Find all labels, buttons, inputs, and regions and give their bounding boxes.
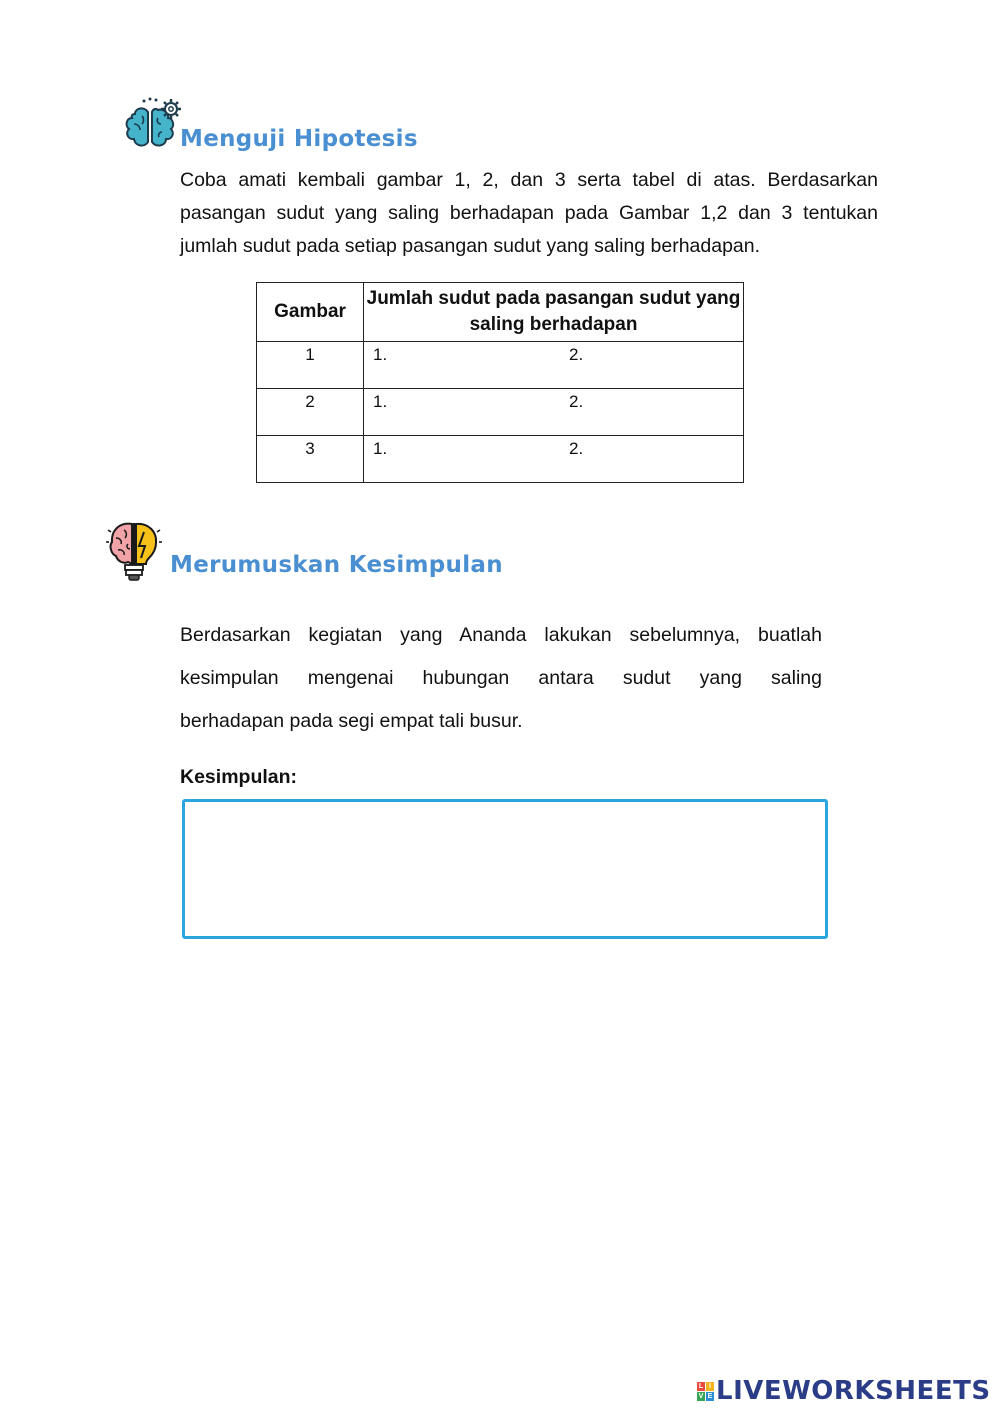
logo-blocks-icon	[697, 1382, 714, 1401]
answer-2-label: 2.	[569, 439, 584, 458]
kesimpulan-line-3: berhadapan pada segi empat tali busur.	[180, 710, 523, 732]
kesimpulan-line-2: kesimpulan mengenai hubungan antara sudut yang saling	[180, 667, 822, 689]
answer-1-label: 1.	[373, 345, 388, 364]
answer-2-label: 2.	[569, 392, 584, 411]
table-row	[257, 342, 744, 389]
answer-table	[256, 282, 744, 483]
kesimpulan-label: Kesimpulan:	[180, 766, 298, 788]
kesimpulan-answer-box[interactable]	[182, 799, 828, 939]
hipotesis-line-1: Coba amati kembali gambar 1, 2, dan 3 serta tabel di atas. Berdasarkan	[180, 169, 878, 191]
kesimpulan-line-1: Berdasarkan kegiatan yang Ananda lakukan sebelumnya, buatlah	[180, 624, 822, 646]
table-header-row	[257, 283, 744, 342]
hipotesis-line-2: pasangan sudut yang saling berhadapan pada Gambar 1,2 dan 3 tentukan	[180, 202, 878, 224]
header-jumlah-sudut: Jumlah sudut pada pasangan sudut yang saling berhadapan	[364, 283, 744, 342]
hipotesis-line-3: jumlah sudut pada setiap pasangan sudut yang saling berhadapan.	[180, 235, 761, 257]
header-gambar: Gambar	[257, 283, 364, 342]
logo-block-i: I	[706, 1382, 714, 1391]
logo-block-v: V	[698, 1392, 704, 1400]
table-row	[257, 436, 744, 483]
kesimpulan-title: Merumuskan Kesimpulan	[170, 552, 503, 578]
logo-block-e: E	[707, 1392, 713, 1400]
logo-text: LIVEWORKSHEETS	[716, 1376, 991, 1406]
gambar-number: 1	[257, 342, 364, 389]
gambar-number: 3	[257, 436, 364, 483]
gambar-number: 2	[257, 389, 364, 436]
hipotesis-heading	[122, 96, 418, 154]
logo-block-l: L	[698, 1382, 704, 1390]
brain-gear-icon	[122, 96, 184, 154]
brain-lightbulb-icon	[106, 518, 162, 584]
kesimpulan-paragraph	[180, 614, 822, 743]
hipotesis-paragraph	[180, 164, 878, 263]
table-row	[257, 389, 744, 436]
answer-1-label: 1.	[373, 392, 388, 411]
kesimpulan-heading	[106, 518, 503, 584]
liveworksheets-logo	[697, 1376, 991, 1406]
answer-cell[interactable]	[364, 389, 744, 436]
answer-cell[interactable]	[364, 436, 744, 483]
answer-1-label: 1.	[373, 439, 388, 458]
answer-2-label: 2.	[569, 345, 584, 364]
hipotesis-title: Menguji Hipotesis	[180, 126, 418, 152]
answer-cell[interactable]	[364, 342, 744, 389]
